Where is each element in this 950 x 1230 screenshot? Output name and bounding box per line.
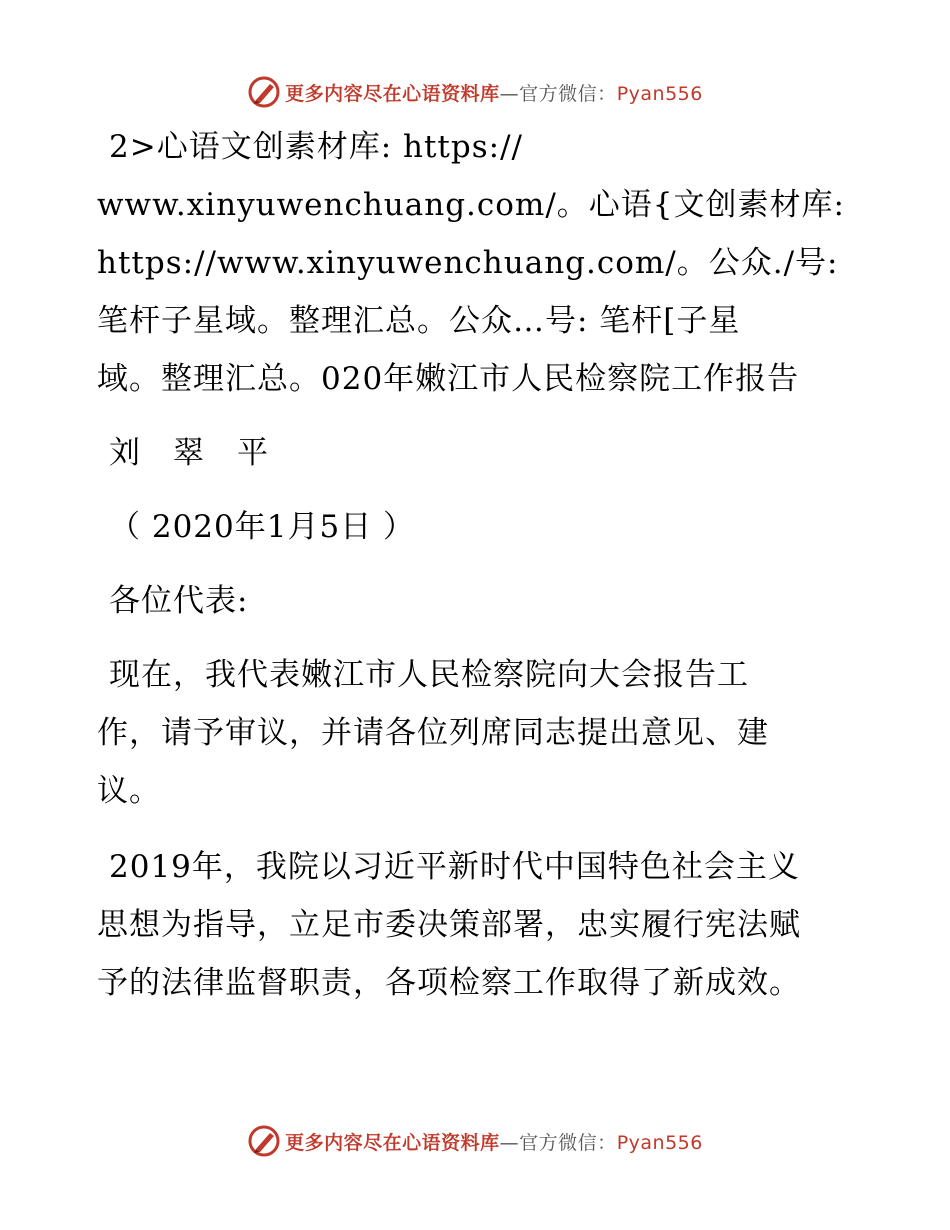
pen-logo-icon bbox=[247, 1124, 281, 1158]
body-line: 2>心语文创素材库: https:// bbox=[109, 129, 523, 165]
paragraph-line: 思想为指导，立足市委决策部署，忠实履行宪法赋 bbox=[97, 907, 801, 943]
banner-wechat-label: —官方微信： bbox=[499, 1131, 617, 1154]
banner-wechat-label: —官方微信： bbox=[499, 82, 617, 105]
body-line: www.xinyuwenchuang.com/。心语{文创素材库: bbox=[97, 187, 845, 223]
paragraph-line: 现在，我代表嫩江市人民检察院向大会报告工 bbox=[109, 657, 749, 693]
author-name: 刘 翠 平 bbox=[109, 435, 269, 471]
document-title-line: 域。整理汇总。020年嫩江市人民检察院工作报告 bbox=[97, 361, 800, 397]
body-line: 笔杆子星域。整理汇总。公众…号: 笔杆[子星 bbox=[97, 303, 741, 339]
body-line: https://www.xinyuwenchuang.com/。公众./号: bbox=[97, 245, 839, 281]
header-banner bbox=[0, 72, 950, 112]
banner-title: 更多内容尽在心语资料库 bbox=[285, 1131, 500, 1154]
paragraph-line: 2019年，我院以习近平新时代中国特色社会主义 bbox=[109, 849, 800, 885]
banner-title: 更多内容尽在心语资料库 bbox=[285, 82, 500, 105]
greeting: 各位代表: bbox=[109, 583, 249, 619]
report-date: （ 2020年1月5日 ） bbox=[109, 509, 416, 545]
paragraph-line: 议。 bbox=[97, 773, 161, 809]
banner-text bbox=[285, 1128, 703, 1155]
paragraph-line: 作，请予审议，并请各位列席同志提出意见、建 bbox=[97, 715, 769, 751]
footer-banner bbox=[0, 1121, 950, 1161]
paragraph-line: 予的法律监督职责，各项检察工作取得了新成效。 bbox=[97, 965, 801, 1001]
pen-logo-icon bbox=[247, 75, 281, 109]
banner-text bbox=[285, 79, 703, 106]
banner-wechat-id: Pyan556 bbox=[616, 82, 703, 105]
document-body bbox=[97, 118, 867, 1012]
banner-wechat-id: Pyan556 bbox=[616, 1131, 703, 1154]
